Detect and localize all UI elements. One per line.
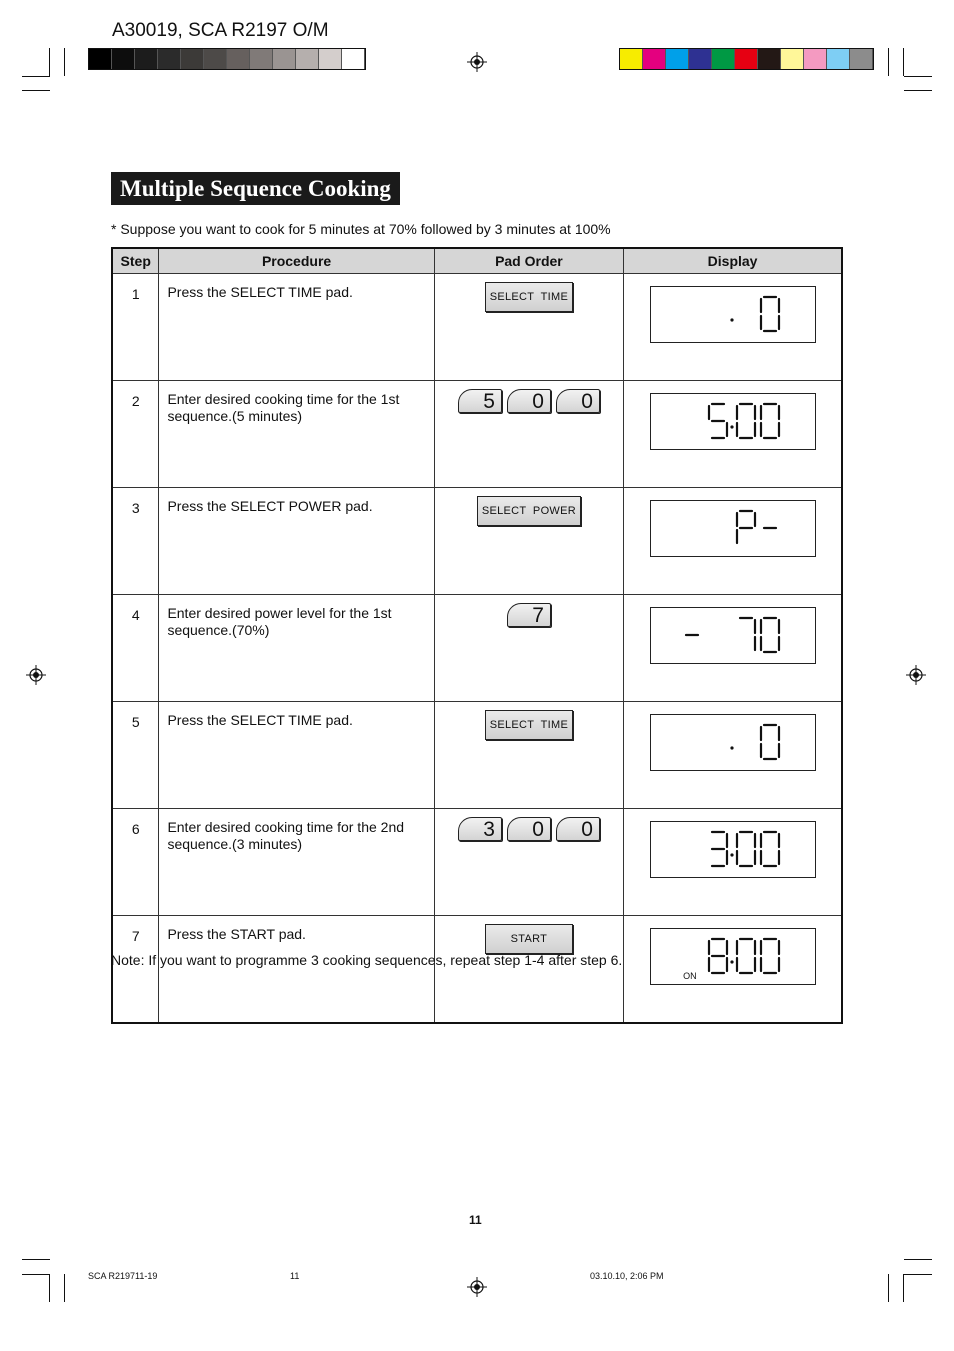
number-pad-key[interactable]: 5 xyxy=(458,389,502,413)
step-number: 7 xyxy=(112,916,159,1024)
header-step: Step xyxy=(112,248,159,274)
lcd-display xyxy=(650,286,816,343)
footer-file-name: SCA R219711-19 xyxy=(88,1271,158,1281)
registration-mark-icon xyxy=(26,665,46,685)
procedure-text: Press the SELECT POWER pad. xyxy=(159,488,434,595)
table-row xyxy=(112,274,842,381)
registration-mark-icon xyxy=(467,52,487,72)
number-pad-key[interactable]: 0 xyxy=(507,389,551,413)
lcd-display xyxy=(650,500,816,557)
step-number: 4 xyxy=(112,595,159,702)
header-display: Display xyxy=(624,248,842,274)
note-text: Note: If you want to programme 3 cooking sequences, repeat step 1-4 after step 6. xyxy=(111,952,623,968)
color-swatch xyxy=(666,49,689,69)
pad-order-cell xyxy=(434,595,623,702)
display-cell xyxy=(624,595,842,702)
footer-timestamp: 03.10.10, 2:06 PM xyxy=(590,1271,664,1281)
procedure-text: Press the START pad. xyxy=(159,916,434,1024)
lcd-on-indicator: ON xyxy=(683,971,697,981)
color-swatch xyxy=(735,49,758,69)
step-number: 3 xyxy=(112,488,159,595)
select-power-pad[interactable]: SELECT POWER xyxy=(477,496,581,526)
page-number: 11 xyxy=(469,1213,482,1227)
pad-order-cell xyxy=(434,488,623,595)
pad-order-cell xyxy=(434,381,623,488)
table-row xyxy=(112,381,842,488)
header-pad-order: Pad Order xyxy=(434,248,623,274)
color-swatch xyxy=(758,49,781,69)
grayscale-swatch xyxy=(112,49,135,69)
number-pad-key[interactable]: 7 xyxy=(507,603,551,627)
pad-order-cell xyxy=(434,274,623,381)
color-swatch xyxy=(620,49,643,69)
step-number: 6 xyxy=(112,809,159,916)
grayscale-swatch xyxy=(250,49,273,69)
steps-table xyxy=(111,247,843,1024)
number-pad-key[interactable]: 0 xyxy=(556,389,600,413)
intro-text: * Suppose you want to cook for 5 minutes at 70% followed by 3 minutes at 100% xyxy=(111,221,611,237)
section-title: Multiple Sequence Cooking xyxy=(111,172,400,205)
procedure-text: Enter desired cooking time for the 2nd sequence.(3 minutes) xyxy=(159,809,434,916)
pad-order-cell xyxy=(434,809,623,916)
table-row xyxy=(112,595,842,702)
color-swatch xyxy=(804,49,827,69)
pad-order-cell xyxy=(434,702,623,809)
grayscale-swatch xyxy=(181,49,204,69)
step-number: 1 xyxy=(112,274,159,381)
grayscale-swatch xyxy=(89,49,112,69)
registration-mark-icon xyxy=(906,665,926,685)
display-cell xyxy=(624,488,842,595)
table-row xyxy=(112,809,842,916)
table-row xyxy=(112,916,842,1024)
table-row xyxy=(112,488,842,595)
grayscale-swatch xyxy=(342,49,365,69)
color-swatch xyxy=(712,49,735,69)
display-cell xyxy=(624,274,842,381)
grayscale-swatch xyxy=(227,49,250,69)
color-swatch xyxy=(850,49,873,69)
color-swatch xyxy=(643,49,666,69)
number-pad-key[interactable]: 0 xyxy=(507,817,551,841)
display-cell xyxy=(624,809,842,916)
number-pad-key[interactable]: 0 xyxy=(556,817,600,841)
start-pad[interactable]: START xyxy=(485,924,573,954)
procedure-text: Press the SELECT TIME pad. xyxy=(159,274,434,381)
grayscale-swatch xyxy=(296,49,319,69)
select-time-pad[interactable]: SELECT TIME xyxy=(485,710,573,740)
lcd-display xyxy=(650,928,816,985)
color-swatch xyxy=(689,49,712,69)
grayscale-swatch xyxy=(204,49,227,69)
grayscale-swatch xyxy=(319,49,342,69)
step-number: 5 xyxy=(112,702,159,809)
lcd-display xyxy=(650,714,816,771)
color-calibration-bar xyxy=(619,48,874,70)
lcd-display xyxy=(650,821,816,878)
display-cell xyxy=(624,702,842,809)
color-swatch xyxy=(781,49,804,69)
procedure-text: Enter desired power level for the 1st sequence.(70%) xyxy=(159,595,434,702)
grayscale-swatch xyxy=(135,49,158,69)
lcd-display xyxy=(650,393,816,450)
display-cell xyxy=(624,916,842,1024)
number-pad-key[interactable]: 3 xyxy=(458,817,502,841)
grayscale-swatch xyxy=(158,49,181,69)
document-code: A30019, SCA R2197 O/M xyxy=(112,20,329,41)
pad-order-cell xyxy=(434,916,623,1024)
procedure-text: Enter desired cooking time for the 1st sequence.(5 minutes) xyxy=(159,381,434,488)
lcd-display xyxy=(650,607,816,664)
display-cell xyxy=(624,381,842,488)
step-number: 2 xyxy=(112,381,159,488)
grayscale-calibration-bar xyxy=(88,48,366,70)
select-time-pad[interactable]: SELECT TIME xyxy=(485,282,573,312)
header-procedure: Procedure xyxy=(159,248,434,274)
registration-mark-icon xyxy=(467,1277,487,1297)
footer-page: 11 xyxy=(290,1271,300,1281)
color-swatch xyxy=(827,49,850,69)
grayscale-swatch xyxy=(273,49,296,69)
procedure-text: Press the SELECT TIME pad. xyxy=(159,702,434,809)
table-header-row xyxy=(112,248,842,274)
table-row xyxy=(112,702,842,809)
